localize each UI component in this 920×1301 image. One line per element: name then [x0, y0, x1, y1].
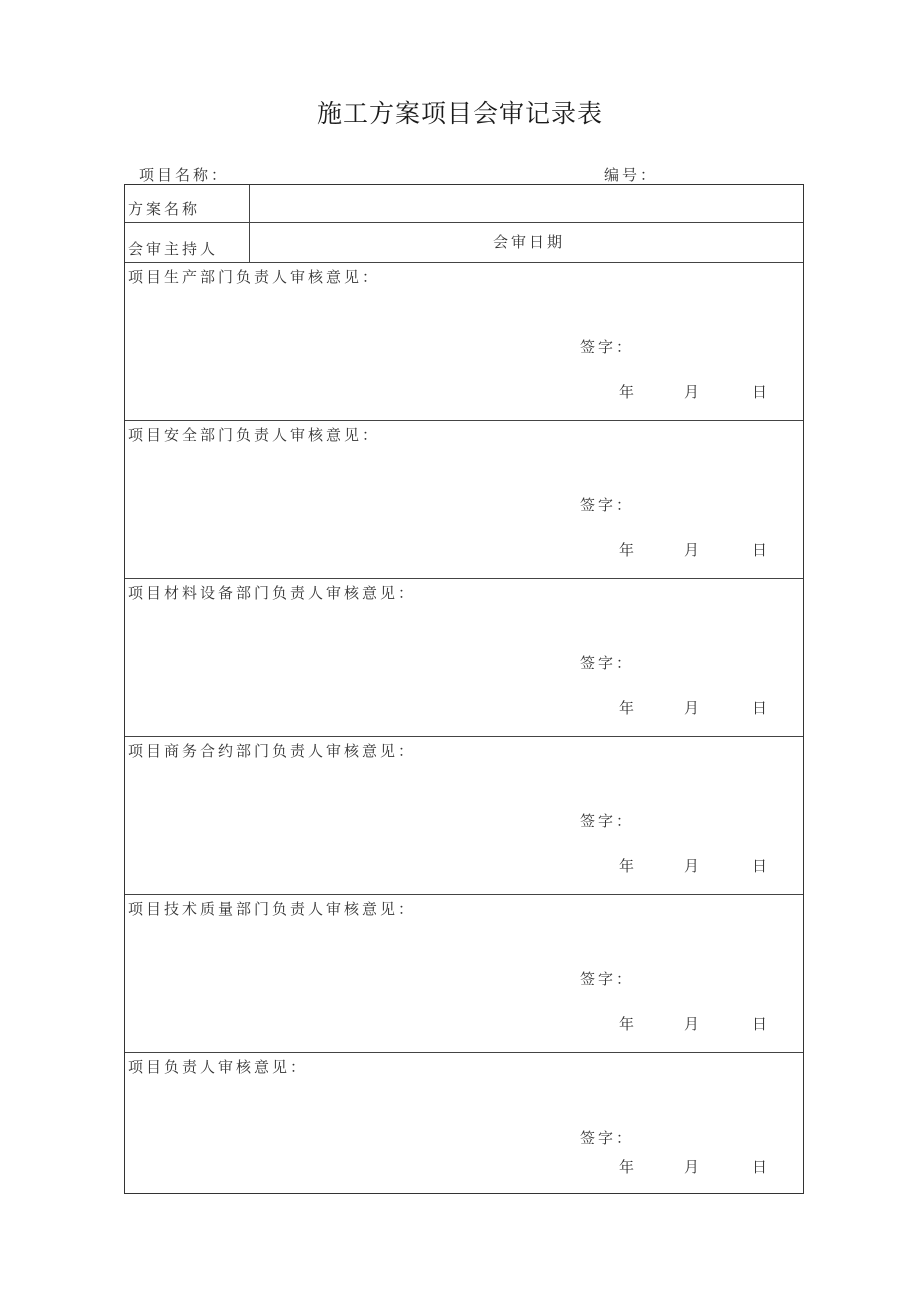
section-heading: 项目材料设备部门负责人审核意见：: [128, 584, 417, 602]
year-label: 年: [619, 857, 635, 875]
opinion-section-materials: [125, 579, 803, 737]
sign-label: 签字：: [580, 654, 635, 672]
month-label: 月: [684, 1015, 700, 1033]
year-label: 年: [619, 699, 635, 717]
day-label: 日: [752, 699, 768, 717]
section-heading: 项目商务合约部门负责人审核意见：: [128, 742, 417, 760]
sign-label: 签字：: [580, 1129, 635, 1147]
opinion-section-production: [125, 263, 803, 421]
column-divider: [249, 185, 250, 222]
host-label: 会审主持人: [128, 240, 219, 258]
document-title: 施工方案项目会审记录表: [316, 99, 603, 128]
month-label: 月: [684, 541, 700, 559]
section-heading: 项目安全部门负责人审核意见：: [128, 426, 381, 444]
review-date-label: 会审日期: [493, 233, 566, 251]
section-heading: 项目负责人审核意见：: [128, 1058, 309, 1076]
day-label: 日: [752, 857, 768, 875]
opinion-section-project-manager: [125, 1053, 803, 1193]
month-label: 月: [684, 857, 700, 875]
year-label: 年: [619, 1158, 635, 1176]
month-label: 月: [684, 1158, 700, 1176]
year-label: 年: [619, 541, 635, 559]
host-row: [125, 223, 803, 263]
day-label: 日: [752, 541, 768, 559]
year-label: 年: [619, 383, 635, 401]
sign-label: 签字：: [580, 496, 635, 514]
number-label: 编号：: [604, 166, 659, 184]
sign-label: 签字：: [580, 338, 635, 356]
day-label: 日: [752, 1015, 768, 1033]
day-label: 日: [752, 383, 768, 401]
opinion-section-safety: [125, 421, 803, 579]
sign-label: 签字：: [580, 812, 635, 830]
project-name-label: 项目名称：: [139, 166, 230, 184]
section-heading: 项目生产部门负责人审核意见：: [128, 268, 381, 286]
year-label: 年: [619, 1015, 635, 1033]
opinion-section-commercial: [125, 737, 803, 895]
section-heading: 项目技术质量部门负责人审核意见：: [128, 900, 417, 918]
day-label: 日: [752, 1158, 768, 1176]
opinion-section-technical-quality: [125, 895, 803, 1053]
review-form-table: [124, 184, 804, 1194]
month-label: 月: [684, 383, 700, 401]
sign-label: 签字：: [580, 970, 635, 988]
month-label: 月: [684, 699, 700, 717]
plan-name-row: [125, 185, 803, 223]
plan-name-label: 方案名称: [128, 200, 201, 218]
column-divider: [249, 223, 250, 262]
